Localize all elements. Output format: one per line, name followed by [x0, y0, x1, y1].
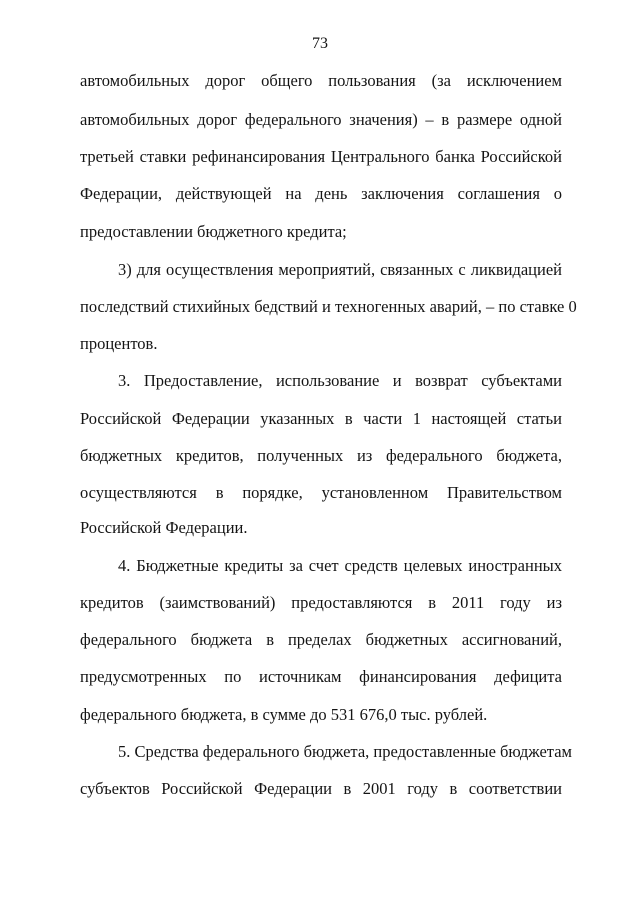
text-line: субъектов Российской Федерации в 2001 году в соответствии	[80, 779, 562, 798]
text-line: федерального бюджета, в сумме до 531 676,0 тыс. рублей.	[80, 705, 488, 724]
text-line: бюджетных кредитов, полученных из федерального бюджета,	[80, 446, 562, 465]
text-line: предусмотренных по источникам финансирования дефицита	[80, 667, 562, 686]
text-line: 3. Предоставление, использование и возврат субъектами	[118, 371, 562, 390]
text-line: третьей ставки рефинансирования Центрального банка Российской	[80, 147, 562, 166]
text-line: процентов.	[80, 334, 158, 353]
text-line: предоставлении бюджетного кредита;	[80, 222, 347, 241]
text-line: автомобильных дорог федерального значения) – в размере одной	[80, 110, 562, 129]
page-number: 73	[312, 35, 328, 52]
text-line: кредитов (заимствований) предоставляются в 2011 году из	[80, 593, 562, 612]
text-line: Российской Федерации.	[80, 518, 248, 537]
text-line: 5. Средства федерального бюджета, предоставленные бюджетам	[118, 742, 572, 761]
text-line: 4. Бюджетные кредиты за счет средств целевых иностранных	[118, 556, 562, 575]
text-line: Российской Федерации указанных в части 1 настоящей статьи	[80, 409, 562, 428]
text-line: последствий стихийных бедствий и техногенных аварий, – по ставке 0	[80, 297, 577, 316]
text-line: автомобильных дорог общего пользования (за исключением	[80, 71, 562, 90]
text-line: федерального бюджета в пределах бюджетных ассигнований,	[80, 630, 562, 649]
text-line: 3) для осуществления мероприятий, связанных с ликвидацией	[118, 260, 562, 279]
text-line: Федерации, действующей на день заключения соглашения о	[80, 184, 562, 203]
text-line: осуществляются в порядке, установленном Правительством	[80, 483, 562, 502]
